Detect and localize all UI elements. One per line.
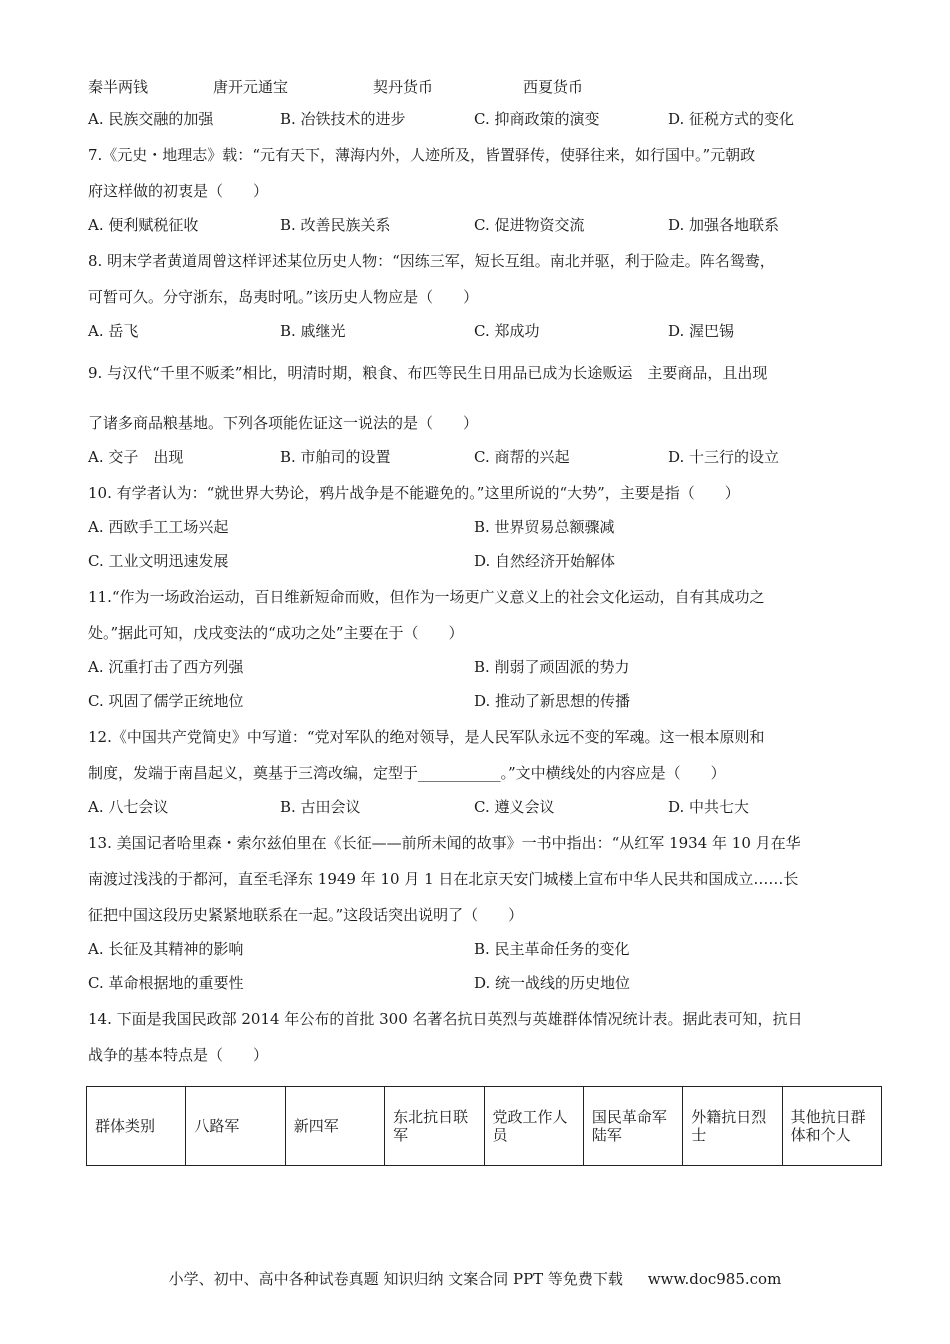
option-c[interactable]: C. 遵义会议	[474, 798, 555, 816]
question-stem: 9. 与汉代“千里不贩柔”相比，明清时期，粮食、布匹等民生日用品已成为长途贩运 主要商品，且出现	[88, 364, 768, 382]
option-a[interactable]: A. 岳飞	[88, 322, 139, 340]
question-options	[88, 790, 878, 824]
question-stem: 南渡过浅浅的于都河，直至毛泽东 1949 年 10 月 1 日在北京天安门城楼上宣布中华人民共和国成立……长	[88, 870, 799, 888]
table-cell: 新四军	[285, 1087, 384, 1166]
table-cell: 群体类别	[87, 1087, 186, 1166]
question-stem: 14. 下面是我国民政部 2014 年公布的首批 300 名著名抗日英烈与英雄群体情况统计表。据此表可知，抗日	[88, 1010, 803, 1028]
question-options	[88, 544, 878, 578]
question-11	[88, 580, 878, 718]
question-13	[88, 826, 878, 1000]
option-b[interactable]: B. 戚继光	[280, 322, 346, 340]
question-stem: 可暂可久。分守浙东，岛夷时吼。”该历史人物应是（ ）	[88, 288, 479, 306]
table-row	[87, 1087, 882, 1166]
table-cell: 外籍抗日烈士	[683, 1087, 782, 1166]
question-options	[88, 966, 878, 1000]
option-b[interactable]: B. 市舶司的设置	[280, 448, 391, 466]
question-options	[88, 510, 878, 544]
question-options	[88, 684, 878, 718]
question-stem: 府这样做的初衷是（ ）	[88, 182, 269, 200]
option-d[interactable]: D. 加强各地联系	[668, 216, 780, 234]
question-options	[88, 440, 878, 474]
option-a[interactable]: A. 便利赋税征收	[88, 216, 199, 234]
question-stem: 11.“作为一场政治运动，百日维新短命而败，但作为一场更广义意义上的社会文化运动，自有其成功之	[88, 588, 765, 606]
option-a[interactable]: A. 沉重打击了西方列强	[88, 658, 244, 676]
option-d[interactable]: D. 统一战线的历史地位	[474, 974, 631, 992]
option-b[interactable]: B. 改善民族关系	[280, 216, 391, 234]
footer-link[interactable]: www.doc985.com	[647, 1270, 782, 1288]
option-a[interactable]: A. 八七会议	[88, 798, 169, 816]
coin-caption: 西夏货币	[523, 78, 584, 96]
option-c[interactable]: C. 郑成功	[474, 322, 540, 340]
coin-caption: 契丹货币	[373, 78, 434, 96]
question-8	[88, 244, 878, 348]
question-options	[88, 650, 878, 684]
question-stem: 征把中国这段历史紧紧地联系在一起。”这段话突出说明了（ ）	[88, 906, 524, 924]
footer-text: 小学、初中、高中各种试卷真题 知识归纳 文案合同 PPT 等免费下载	[168, 1270, 623, 1288]
option-b[interactable]: B. 冶铁技术的进步	[280, 110, 406, 128]
option-b[interactable]: B. 世界贸易总额骤减	[474, 518, 615, 536]
question-stem: 战争的基本特点是（ ）	[88, 1046, 269, 1064]
option-d[interactable]: D. 渥巴锡	[668, 322, 735, 340]
question-stem: 7.《元史・地理志》载：“元有天下，薄海内外，人迹所及，皆置驿传，使驿往来，如行国中。”元朝政	[88, 146, 756, 164]
coin-captions	[88, 72, 878, 102]
option-a[interactable]: A. 交子 出现	[88, 448, 184, 466]
question-10	[88, 476, 878, 578]
table-cell: 国民革命军陆军	[583, 1087, 682, 1166]
option-b[interactable]: B. 削弱了顽固派的势力	[474, 658, 630, 676]
coin-caption: 秦半两钱	[88, 78, 149, 96]
table-cell: 其他抗日群体和个人	[782, 1087, 881, 1166]
question-stem: 制度，发端于南昌起义，奠基于三湾改编，定型于___________。”文中横线处的内容应是（ ）	[88, 764, 726, 782]
option-c[interactable]: C. 促进物资交流	[474, 216, 585, 234]
option-c[interactable]: C. 革命根据地的重要性	[88, 974, 244, 992]
question-options	[88, 314, 878, 348]
question-options	[88, 208, 878, 242]
q6-options	[88, 102, 878, 136]
option-c[interactable]: C. 抑商政策的演变	[474, 110, 600, 128]
question-14	[88, 1002, 878, 1072]
option-a[interactable]: A. 民族交融的加强	[88, 110, 214, 128]
question-stem: 了诸多商品粮基地。下列各项能佐证这一说法的是（ ）	[88, 414, 479, 432]
question-stem: 8. 明末学者黄道周曾这样评述某位历史人物：“因练三军，短长互组。南北并驱，利于险走。阵名鸳鸯，	[88, 252, 775, 270]
table-cell: 党政工作人员	[484, 1087, 583, 1166]
option-d[interactable]: D. 中共七大	[668, 798, 750, 816]
heroes-statistics-table	[86, 1086, 882, 1166]
page-footer	[0, 1268, 950, 1289]
option-d[interactable]: D. 自然经济开始解体	[474, 552, 616, 570]
option-a[interactable]: A. 西欧手工工场兴起	[88, 518, 229, 536]
question-stem: 10. 有学者认为：“就世界大势论，鸦片战争是不能避免的。”这里所说的“大势”，主要是指（ ）	[88, 484, 740, 502]
question-7	[88, 138, 878, 242]
option-b[interactable]: B. 民主革命任务的变化	[474, 940, 630, 958]
question-stem: 13. 美国记者哈里森・索尔兹伯里在《长征——前所未闻的故事》一书中指出：“从红军 1934 年 10 月在华	[88, 834, 801, 852]
option-c[interactable]: C. 巩固了儒学正统地位	[88, 692, 244, 710]
option-c[interactable]: C. 商帮的兴起	[474, 448, 570, 466]
table-cell: 八路军	[186, 1087, 285, 1166]
question-12	[88, 720, 878, 824]
question-stem: 处。”据此可知，戊戌变法的“成功之处”主要在于（ ）	[88, 624, 464, 642]
exam-page	[88, 72, 878, 1072]
option-d[interactable]: D. 征税方式的变化	[668, 110, 795, 128]
option-a[interactable]: A. 长征及其精神的影响	[88, 940, 244, 958]
question-stem: 12.《中国共产党简史》中写道：“党对军队的绝对领导，是人民军队永远不变的军魂。这一根本原则和	[88, 728, 765, 746]
option-d[interactable]: D. 十三行的设立	[668, 448, 780, 466]
option-c[interactable]: C. 工业文明迅速发展	[88, 552, 229, 570]
option-b[interactable]: B. 古田会议	[280, 798, 361, 816]
coin-caption: 唐开元通宝	[213, 78, 289, 96]
table-cell: 东北抗日联军	[385, 1087, 484, 1166]
question-9	[88, 356, 878, 474]
question-options	[88, 932, 878, 966]
option-d[interactable]: D. 推动了新思想的传播	[474, 692, 631, 710]
